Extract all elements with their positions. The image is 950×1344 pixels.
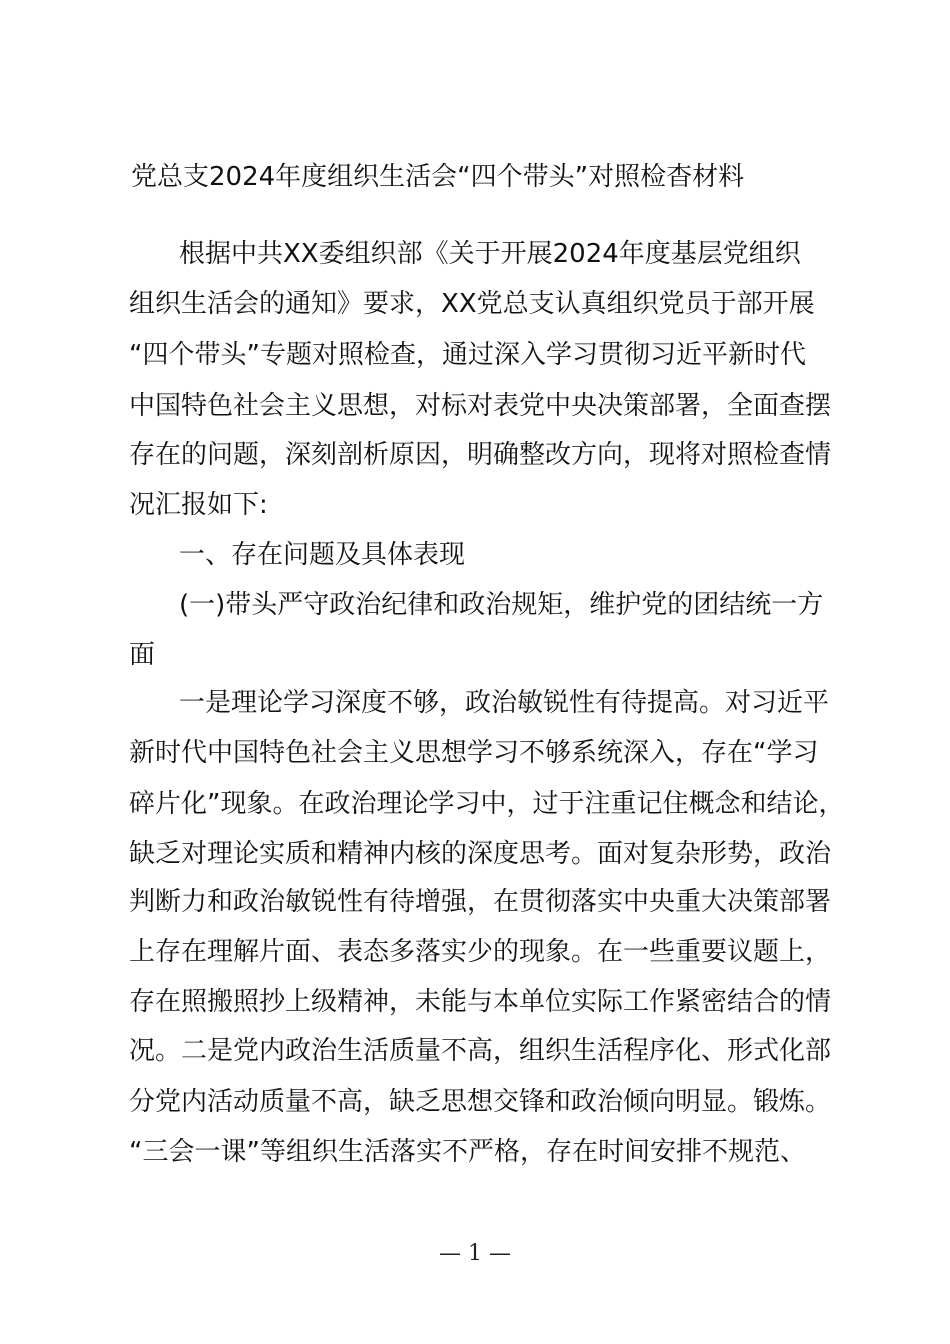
body-line: 况汇报如下: bbox=[129, 490, 268, 520]
body-line: 新时代中国特色社会主义思想学习不够系统深入，存在“学习 bbox=[129, 738, 819, 768]
body-line: 中国特色社会主义思想，对标对表党中央决策部署，全面查摆 bbox=[129, 391, 832, 421]
body-line: 一是理论学习深度不够，政治敏锐性有待提高。对习近平 bbox=[179, 688, 830, 718]
body-line: 判断力和政治敏锐性有待增强，在贯彻落实中央重大决策部署 bbox=[129, 887, 832, 917]
section-heading: 一、存在问题及具体表现 bbox=[179, 540, 466, 570]
body-line: 况。二是党内政治生活质量不高，组织生活程序化、形式化部 bbox=[129, 1036, 832, 1066]
subsection-heading: (一)带头严守政治纪律和政治规矩，维护党的团结统一方 bbox=[179, 590, 824, 620]
body-line: 上存在理解片面、表态多落实少的现象。在一些重要议题上， bbox=[129, 937, 832, 967]
subsection-heading-continued: 面 bbox=[129, 640, 156, 670]
body-line: “四个带头”专题对照检查，通过深入学习贯彻习近平新时代 bbox=[129, 340, 806, 370]
body-line: 碎片化”现象。在政治理论学习中，过于注重记住概念和结论， bbox=[129, 789, 845, 819]
body-line: 分党内活动质量不高，缺乏思想交锋和政治倾向明显。锻炼。 bbox=[129, 1087, 832, 1117]
document-title: 党总支2024年度组织生活会“四个带头”对照检杳材料 bbox=[131, 162, 745, 192]
body-line: 存在的问题，深刻剖析原因，明确整改方向，现将对照检查情 bbox=[129, 440, 832, 470]
body-line: 缺乏对理论实质和精神内核的深度思考。面对复杂形势，政治 bbox=[129, 839, 832, 869]
body-line: 根据中共XX委组织部《关于开展2024年度基层党组织 bbox=[179, 239, 801, 269]
body-line: 组织生活会的通知》要求，XX党总支认真组织党员于部开展 bbox=[129, 289, 815, 319]
page-number: — 1 — bbox=[439, 1241, 511, 1266]
body-line: “三会一课”等组织生活落实不严格，存在时间安排不规范、 bbox=[129, 1137, 806, 1167]
body-line: 存在照搬照抄上级精神，未能与本单位实际工作紧密结合的情 bbox=[129, 987, 832, 1017]
